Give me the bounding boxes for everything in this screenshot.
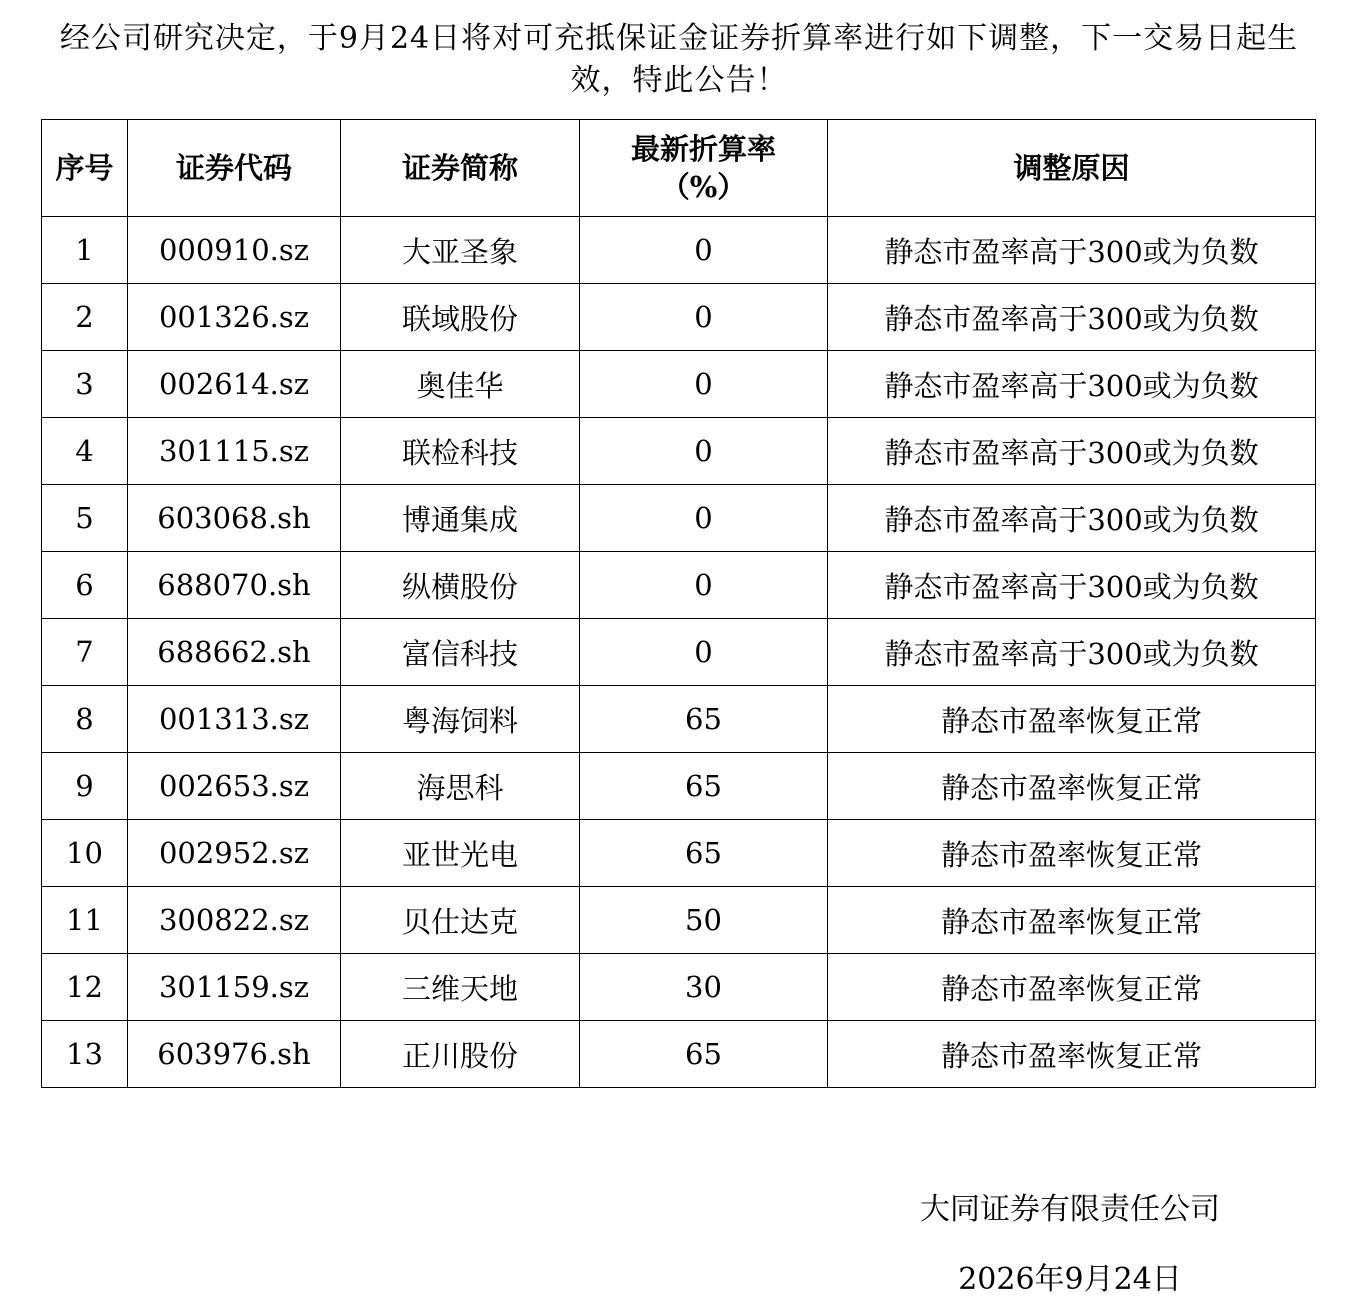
cell-index: 7 bbox=[42, 619, 128, 686]
cell-code: 301115.sz bbox=[128, 418, 341, 485]
cell-index: 1 bbox=[42, 217, 128, 284]
cell-name: 正川股份 bbox=[341, 1021, 580, 1088]
header-row bbox=[42, 120, 1316, 217]
table-row bbox=[42, 552, 1316, 619]
header-rate bbox=[580, 120, 828, 217]
cell-reason: 静态市盈率高于300或为负数 bbox=[828, 217, 1316, 284]
table-row bbox=[42, 485, 1316, 552]
cell-code: 688662.sh bbox=[128, 619, 341, 686]
cell-rate: 65 bbox=[580, 820, 828, 887]
header-code: 证券代码 bbox=[128, 120, 341, 217]
header-reason: 调整原因 bbox=[828, 120, 1316, 217]
cell-reason: 静态市盈率高于300或为负数 bbox=[828, 284, 1316, 351]
cell-reason: 静态市盈率高于300或为负数 bbox=[828, 485, 1316, 552]
cell-index: 8 bbox=[42, 686, 128, 753]
header-rate-line2: （%） bbox=[660, 170, 747, 204]
table-row bbox=[42, 217, 1316, 284]
cell-reason: 静态市盈率恢复正常 bbox=[828, 820, 1316, 887]
cell-index: 6 bbox=[42, 552, 128, 619]
table-row bbox=[42, 351, 1316, 418]
cell-reason: 静态市盈率恢复正常 bbox=[828, 887, 1316, 954]
cell-code: 002952.sz bbox=[128, 820, 341, 887]
cell-name: 海思科 bbox=[341, 753, 580, 820]
cell-name: 奥佳华 bbox=[341, 351, 580, 418]
cell-name: 联检科技 bbox=[341, 418, 580, 485]
cell-reason: 静态市盈率高于300或为负数 bbox=[828, 351, 1316, 418]
table-body bbox=[42, 217, 1316, 1088]
header-name: 证券简称 bbox=[341, 120, 580, 217]
table-row bbox=[42, 887, 1316, 954]
cell-index: 13 bbox=[42, 1021, 128, 1088]
cell-name: 博通集成 bbox=[341, 485, 580, 552]
cell-code: 001326.sz bbox=[128, 284, 341, 351]
cell-code: 002614.sz bbox=[128, 351, 341, 418]
cell-rate: 0 bbox=[580, 351, 828, 418]
cell-code: 603976.sh bbox=[128, 1021, 341, 1088]
table-row bbox=[42, 753, 1316, 820]
cell-rate: 0 bbox=[580, 552, 828, 619]
cell-reason: 静态市盈率高于300或为负数 bbox=[828, 619, 1316, 686]
cell-index: 11 bbox=[42, 887, 128, 954]
cell-name: 联域股份 bbox=[341, 284, 580, 351]
header-rate-line1: 最新折算率 bbox=[630, 132, 776, 166]
table-row bbox=[42, 954, 1316, 1021]
table-row bbox=[42, 418, 1316, 485]
cell-index: 3 bbox=[42, 351, 128, 418]
cell-code: 000910.sz bbox=[128, 217, 341, 284]
cell-code: 001313.sz bbox=[128, 686, 341, 753]
table-row bbox=[42, 686, 1316, 753]
table-row bbox=[42, 1021, 1316, 1088]
cell-index: 4 bbox=[42, 418, 128, 485]
cell-reason: 静态市盈率高于300或为负数 bbox=[828, 418, 1316, 485]
signature-company: 大同证券有限责任公司 bbox=[920, 1192, 1220, 1227]
cell-name: 三维天地 bbox=[341, 954, 580, 1021]
cell-code: 300822.sz bbox=[128, 887, 341, 954]
cell-rate: 0 bbox=[580, 284, 828, 351]
notice-intro: 经公司研究决定，于9月24日将对可充抵保证金证券折算率进行如下调整，下一交易日起生效，特此公告！ bbox=[59, 21, 1299, 98]
cell-name: 粤海饲料 bbox=[341, 686, 580, 753]
cell-code: 688070.sh bbox=[128, 552, 341, 619]
cell-rate: 65 bbox=[580, 686, 828, 753]
header-index: 序号 bbox=[42, 120, 128, 217]
cell-rate: 0 bbox=[580, 485, 828, 552]
cell-reason: 静态市盈率高于300或为负数 bbox=[828, 552, 1316, 619]
cell-name: 富信科技 bbox=[341, 619, 580, 686]
cell-reason: 静态市盈率恢复正常 bbox=[828, 1021, 1316, 1088]
cell-index: 10 bbox=[42, 820, 128, 887]
cell-index: 2 bbox=[42, 284, 128, 351]
cell-rate: 65 bbox=[580, 1021, 828, 1088]
cell-reason: 静态市盈率恢复正常 bbox=[828, 753, 1316, 820]
table-row bbox=[42, 284, 1316, 351]
cell-rate: 50 bbox=[580, 887, 828, 954]
cell-rate: 30 bbox=[580, 954, 828, 1021]
cell-rate: 0 bbox=[580, 217, 828, 284]
cell-name: 大亚圣象 bbox=[341, 217, 580, 284]
cell-rate: 0 bbox=[580, 418, 828, 485]
cell-reason: 静态市盈率恢复正常 bbox=[828, 686, 1316, 753]
adjustment-table bbox=[41, 119, 1316, 1088]
cell-name: 纵横股份 bbox=[341, 552, 580, 619]
cell-code: 002653.sz bbox=[128, 753, 341, 820]
cell-name: 亚世光电 bbox=[341, 820, 580, 887]
cell-code: 603068.sh bbox=[128, 485, 341, 552]
table-row bbox=[42, 820, 1316, 887]
table-row bbox=[42, 619, 1316, 686]
cell-rate: 65 bbox=[580, 753, 828, 820]
cell-name: 贝仕达克 bbox=[341, 887, 580, 954]
cell-index: 5 bbox=[42, 485, 128, 552]
cell-index: 9 bbox=[42, 753, 128, 820]
cell-rate: 0 bbox=[580, 619, 828, 686]
table-header bbox=[42, 120, 1316, 217]
cell-code: 301159.sz bbox=[128, 954, 341, 1021]
signature-date: 2026年9月24日 bbox=[958, 1262, 1182, 1297]
cell-index: 12 bbox=[42, 954, 128, 1021]
cell-reason: 静态市盈率恢复正常 bbox=[828, 954, 1316, 1021]
